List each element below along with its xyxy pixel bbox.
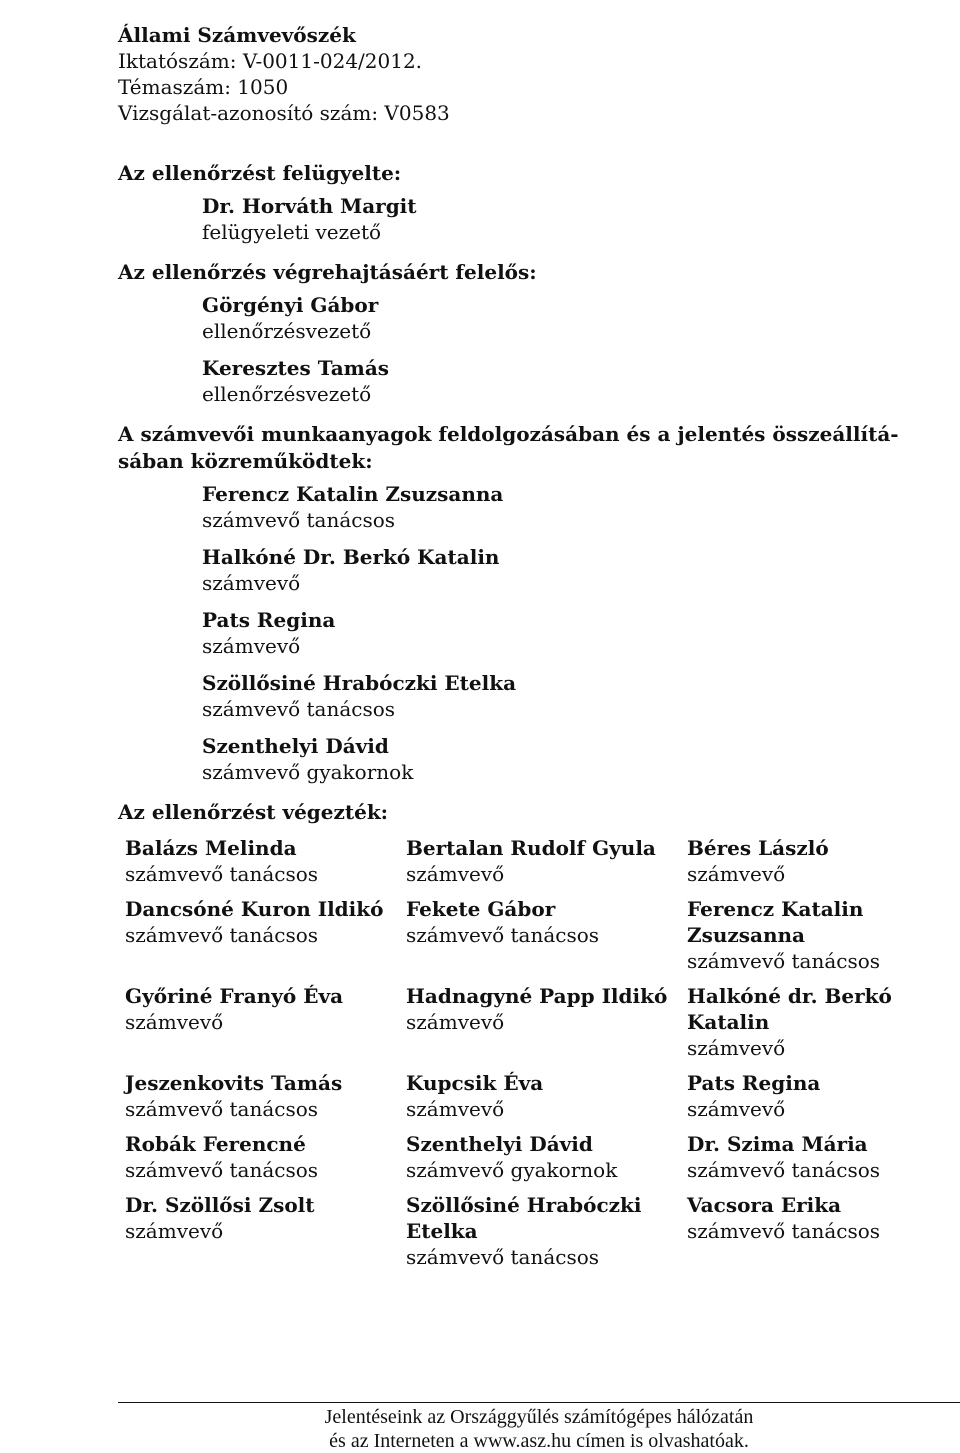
contributor-entry xyxy=(202,544,948,596)
auditor-entry xyxy=(687,1070,960,1122)
person-name: Szöllősiné Hrabóczki Etelka xyxy=(406,1193,642,1243)
contributors-section xyxy=(118,421,948,785)
person-role: számvevő tanácsos xyxy=(125,1097,319,1121)
person-role: számvevő tanácsos xyxy=(687,1219,881,1243)
document-page xyxy=(118,22,948,1279)
footer-divider xyxy=(118,1402,960,1403)
person-role: számvevő tanácsos xyxy=(202,697,396,721)
auditor-entry xyxy=(125,1192,406,1270)
person-name: Halkóné Dr. Berkó Katalin xyxy=(202,545,500,569)
footer xyxy=(118,1405,960,1453)
person-name: Ferencz Katalin Zsuzsanna xyxy=(687,897,864,947)
auditors-grid xyxy=(125,835,948,1279)
person-role: számvevő gyakornok xyxy=(406,1158,618,1182)
person-name: Dancsóné Kuron Ildikó xyxy=(125,897,384,921)
person-name: Szenthelyi Dávid xyxy=(202,734,389,758)
person-role: számvevő xyxy=(202,571,301,595)
auditor-entry xyxy=(687,1192,960,1270)
person-role: számvevő tanácsos xyxy=(406,923,600,947)
responsible-section xyxy=(118,259,948,407)
person-name: Dr. Szöllősi Zsolt xyxy=(125,1193,315,1217)
person-name: Dr. Szima Mária xyxy=(687,1132,868,1156)
person-name: Dr. Horváth Margit xyxy=(202,194,417,218)
supervised-title: Az ellenőrzést felügyelte: xyxy=(118,161,402,185)
person-name: Balázs Melinda xyxy=(125,836,297,860)
auditor-entry xyxy=(125,1131,406,1183)
person-role: számvevő xyxy=(202,634,301,658)
person-name: Béres László xyxy=(687,836,829,860)
person-role: számvevő xyxy=(406,862,505,886)
iktatoszam: Iktatószám: V-0011-024/2012. xyxy=(118,49,423,73)
auditor-entry xyxy=(406,983,687,1061)
contributors-title: A számvevői munkaanyagok feldolgozásában és a jelentés összeállítá- sában közreműködtek: xyxy=(118,422,899,473)
person-name: Bertalan Rudolf Gyula xyxy=(406,836,656,860)
person-role: számvevő xyxy=(125,1219,224,1243)
supervisor-entry xyxy=(202,193,948,245)
auditor-entry xyxy=(687,1131,960,1183)
person-role: felügyeleti vezető xyxy=(202,220,382,244)
person-name: Görgényi Gábor xyxy=(202,293,379,317)
person-role: számvevő xyxy=(406,1097,505,1121)
person-name: Hadnagyné Papp Ildikó xyxy=(406,984,668,1008)
auditor-entry xyxy=(687,896,960,974)
auditors-title: Az ellenőrzést végezték: xyxy=(118,800,389,824)
responsible-title: Az ellenőrzés végrehajtásáért felelős: xyxy=(118,260,537,284)
auditor-entry xyxy=(125,983,406,1061)
auditor-entry xyxy=(406,1192,687,1270)
auditors-section xyxy=(118,799,948,1279)
person-role: számvevő tanácsos xyxy=(125,1158,319,1182)
auditor-entry xyxy=(125,835,406,887)
person-name: Szenthelyi Dávid xyxy=(406,1132,593,1156)
person-role: számvevő tanácsos xyxy=(406,1245,600,1269)
auditor-entry xyxy=(125,1070,406,1122)
auditor-entry xyxy=(406,1070,687,1122)
person-name: Győriné Franyó Éva xyxy=(125,984,344,1008)
contributor-entry xyxy=(202,670,948,722)
person-role: ellenőrzésvezető xyxy=(202,319,372,343)
responsible-entry xyxy=(202,355,948,407)
person-name: Ferencz Katalin Zsuzsanna xyxy=(202,482,504,506)
org-name: Állami Számvevőszék xyxy=(118,23,356,47)
person-role: ellenőrzésvezető xyxy=(202,382,372,406)
footer-line-2: és az Interneten a www.asz.hu címen is olvashatóak. xyxy=(329,1430,749,1452)
auditor-entry xyxy=(406,896,687,974)
footer-line-1: Jelentéseink az Országgyűlés számítógépes hálózatán xyxy=(324,1406,754,1428)
auditor-entry xyxy=(687,983,960,1061)
person-name: Vacsora Erika xyxy=(687,1193,842,1217)
person-name: Robák Ferencné xyxy=(125,1132,306,1156)
person-role: számvevő xyxy=(687,1097,786,1121)
auditor-entry xyxy=(406,1131,687,1183)
person-name: Halkóné dr. Berkó Katalin xyxy=(687,984,892,1034)
document-header xyxy=(118,22,948,126)
contributor-entry xyxy=(202,607,948,659)
temaszam: Témaszám: 1050 xyxy=(118,75,289,99)
vizsgalat-azonosito: Vizsgálat-azonosító szám: V0583 xyxy=(118,101,450,125)
person-name: Kupcsik Éva xyxy=(406,1071,544,1095)
auditor-entry xyxy=(406,835,687,887)
person-role: számvevő xyxy=(687,862,786,886)
contributor-entry xyxy=(202,481,948,533)
person-role: számvevő tanácsos xyxy=(687,1158,881,1182)
person-name: Pats Regina xyxy=(687,1071,821,1095)
supervised-section xyxy=(118,160,948,245)
person-role: számvevő xyxy=(687,1036,786,1060)
person-role: számvevő tanácsos xyxy=(202,508,396,532)
person-role: számvevő gyakornok xyxy=(202,760,414,784)
auditor-entry xyxy=(125,896,406,974)
person-name: Pats Regina xyxy=(202,608,336,632)
person-name: Fekete Gábor xyxy=(406,897,556,921)
person-name: Keresztes Tamás xyxy=(202,356,390,380)
person-role: számvevő tanácsos xyxy=(125,862,319,886)
person-role: számvevő tanácsos xyxy=(125,923,319,947)
person-role: számvevő tanácsos xyxy=(687,949,881,973)
auditor-entry xyxy=(687,835,960,887)
contributor-entry xyxy=(202,733,948,785)
responsible-entry xyxy=(202,292,948,344)
person-name: Szöllősiné Hrabóczki Etelka xyxy=(202,671,517,695)
person-role: számvevő xyxy=(125,1010,224,1034)
person-role: számvevő xyxy=(406,1010,505,1034)
person-name: Jeszenkovits Tamás xyxy=(125,1071,343,1095)
